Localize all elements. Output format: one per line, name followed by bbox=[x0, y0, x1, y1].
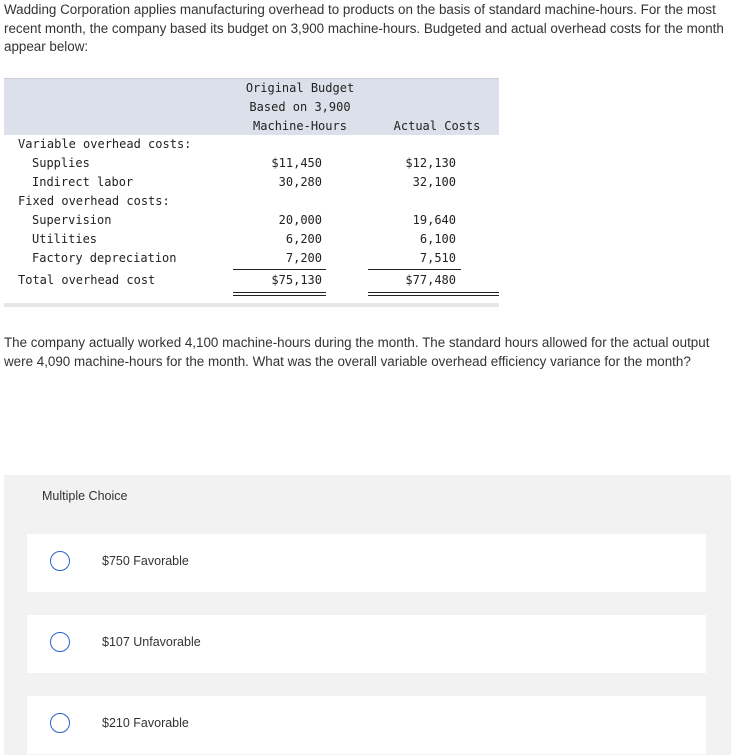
header-actual-costs: Actual Costs bbox=[393, 119, 481, 133]
total-rule bbox=[233, 292, 326, 293]
table-row: Utilities 6,200 6,100 bbox=[32, 232, 456, 246]
total-row: Total overhead cost $75,130 $77,480 bbox=[18, 273, 456, 287]
fixed-heading: Fixed overhead costs: bbox=[18, 194, 170, 208]
answer-option[interactable] bbox=[27, 696, 706, 754]
radio-button[interactable] bbox=[50, 632, 70, 652]
answer-option-label: $210 Favorable bbox=[102, 716, 189, 730]
radio-button[interactable] bbox=[50, 713, 70, 733]
table-row: Supervision 20,000 19,640 bbox=[32, 213, 456, 227]
answer-option[interactable] bbox=[27, 534, 706, 592]
total-rule bbox=[368, 295, 499, 296]
table-bottom-border bbox=[4, 303, 499, 307]
radio-button[interactable] bbox=[50, 551, 70, 571]
subtotal-rule bbox=[233, 269, 326, 270]
table-row: Factory depreciation 7,200 7,510 bbox=[32, 251, 456, 265]
answer-option-label: $107 Unfavorable bbox=[102, 635, 201, 649]
variable-heading: Variable overhead costs: bbox=[18, 137, 192, 151]
subtotal-rule bbox=[368, 269, 461, 270]
multiple-choice-panel bbox=[4, 475, 731, 755]
header-original-budget: Original Budget Based on 3,900 Machine-Hours bbox=[245, 81, 355, 133]
answer-option-label: $750 Favorable bbox=[102, 554, 189, 568]
intro-text: Wadding Corporation applies manufacturing overhead to products on the basis of standard machine-hours. For the most recent month, the company based its budget on 3,900 machine-hours. Budgeted and actual overhead costs for the month appear below: bbox=[4, 2, 724, 54]
question-text: The company actually worked 4,100 machine-hours during the month. The standard hours allowed for the actual output were 4,090 machine-hours for the month. What was the overall variable overhead efficiency variance for the month? bbox=[4, 335, 710, 369]
table-row: Supplies $11,450 $12,130 bbox=[32, 156, 456, 170]
total-rule bbox=[233, 295, 326, 296]
multiple-choice-title: Multiple Choice bbox=[42, 489, 128, 503]
total-rule bbox=[368, 292, 499, 293]
answer-option[interactable] bbox=[27, 615, 706, 673]
table-row: Indirect labor 30,280 32,100 bbox=[32, 175, 456, 189]
variable-heading-row bbox=[4, 135, 499, 154]
fixed-heading-row bbox=[4, 192, 499, 211]
